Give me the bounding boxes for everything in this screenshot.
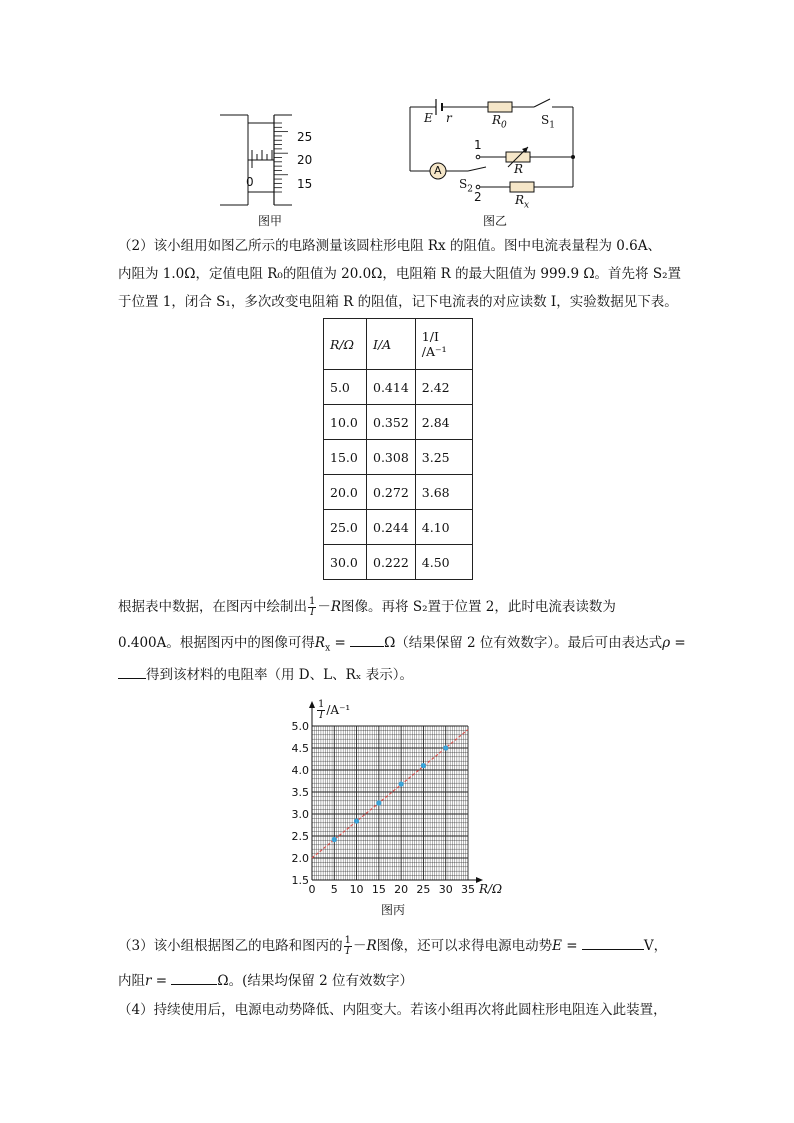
table-cell: 25.0 [324,510,367,545]
x-tick-label: 15 [371,883,386,896]
part3-line2: 内阻r = Ω。(结果均保留 2 位有效数字） [118,970,683,991]
table-cell: 20.0 [324,475,367,510]
table-cell: 0.414 [367,370,416,405]
ylabel-fraction: $\frac{1}{I}$ [318,699,325,721]
chart-xlabel: R/Ω [479,882,503,896]
fraction-1-over-I: $\frac{1}{I}$ [309,596,316,618]
ammeter-symbol: A [434,164,442,177]
x-tick-label: 0 [308,883,316,896]
table-header-inv-I: 1/I /A⁻¹ [415,319,472,370]
table-row [324,475,473,510]
y-tick-label: 2.5 [291,830,309,843]
data-point [354,818,359,823]
data-point [332,837,337,842]
circuit-label-E: E [424,111,433,125]
part2-line3: 于位置 1，闭合 S₁，多次改变电阻箱 R 的阻值，记下电流表的对应读数 I，实验数据见下表。 [118,294,678,310]
circuit-label-R0: $R_0$ [492,113,507,131]
micrometer-label-15: 15 [297,177,313,191]
data-point [376,800,381,805]
y-tick-label: 5.0 [291,720,309,733]
x-tick-label: 25 [416,883,431,896]
figure-bing-caption: 图丙 [381,903,406,917]
table-cell: 15.0 [324,440,367,475]
chart-ylabel: $\frac{1}{I}$ /A⁻¹ [318,699,351,721]
part3-line1: （3）该小组根据图乙的电路和图丙的 $\frac{1}{I}$ －R图像，还可以求得电源电动势E = V， [118,935,668,957]
x-tick-label: 20 [394,883,409,896]
after-table-line2: 0.400A。根据图丙中的图像可得$R_x = \Omega$（结果保留 2 位有效数字）。最后可由表达式ρ = [118,632,683,659]
table-cell: 0.244 [367,510,416,545]
table-row [324,510,473,545]
x-tick-label: 35 [461,883,475,896]
y-tick-label: 4.5 [291,742,309,755]
table-header-I: I/A [367,319,416,370]
table-cell: 0.308 [367,440,416,475]
table-cell: 4.50 [415,545,472,580]
circuit-label-R: R [514,162,524,176]
table-cell: 3.25 [415,440,472,475]
circuit-label-S2: $S_2$ [459,177,473,195]
x-tick-label: 10 [349,883,364,896]
answer-blank-E[interactable] [582,935,644,950]
table-cell: 10.0 [324,405,367,440]
part2-line2: 内阻为 1.0Ω，定值电阻 R₀的阻值为 20.0Ω，电阻箱 R 的最大阻值为 999.9 Ω。首先将 S₂置 [118,266,681,282]
table-cell: 4.10 [415,510,472,545]
data-table [323,318,473,580]
table-cell: 3.68 [415,475,472,510]
table-row [324,370,473,405]
micrometer-zero-label: 0 [246,175,254,189]
answer-blank-rho[interactable] [118,664,146,679]
circuit-label-Rx: $R_x$ [515,193,530,211]
y-axis-arrow [309,701,315,708]
y-tick-label: 2.0 [291,852,309,865]
table-row [324,405,473,440]
micrometer-label-25: 25 [297,130,313,144]
table-cell: 5.0 [324,370,367,405]
x-tick-label: 30 [438,883,453,896]
fraction-1-over-I-2: $\frac{1}{I}$ [344,935,351,957]
part4-line1: （4）持续使用后，电源电动势降低、内阻变大。若该小组再次将此圆柱形电阻连入此装置， [118,1002,667,1018]
y-tick-label: 4.0 [291,764,309,777]
micrometer-label-20: 20 [297,153,313,167]
table-cell: 0.222 [367,545,416,580]
answer-blank-Rx[interactable] [350,632,384,647]
figure-yi-caption: 图乙 [483,214,508,228]
y-tick-label: 3.0 [291,808,309,821]
figure-jia-caption: 图甲 [258,214,283,228]
y-tick-label: 3.5 [291,786,309,799]
table-cell: 0.352 [367,405,416,440]
table-header-row [324,319,473,370]
circuit-label-pos2: 2 [474,190,482,204]
data-point [443,745,448,750]
after-table-line3: 得到该材料的电阻率（用 D、L、Rₓ 表示）。 [118,664,683,685]
part2-line1: （2）该小组用如图乙所示的电路测量该圆柱形电阻 Rx 的阻值。图中电流表量程为 0.6A、 [118,238,661,254]
answer-blank-r[interactable] [171,970,217,985]
table-cell: 2.84 [415,405,472,440]
circuit-label-r: r [446,111,452,125]
circuit-label-pos1: 1 [474,138,482,152]
table-row [324,440,473,475]
circuit-label-S1: $S_1$ [541,113,555,131]
table-cell: 0.272 [367,475,416,510]
data-point [399,781,404,786]
table-row [324,545,473,580]
after-table-line1: 根据表中数据，在图丙中绘制出 $\frac{1}{I}$ －R图像。再将 S₂置于位置 2，此时电流表读数为 [118,596,616,618]
table-cell: 2.42 [415,370,472,405]
table-cell: 30.0 [324,545,367,580]
y-tick-label: 1.5 [291,874,309,887]
table-header-R: R/Ω [324,319,367,370]
data-point [421,763,426,768]
x-tick-label: 5 [330,883,338,896]
